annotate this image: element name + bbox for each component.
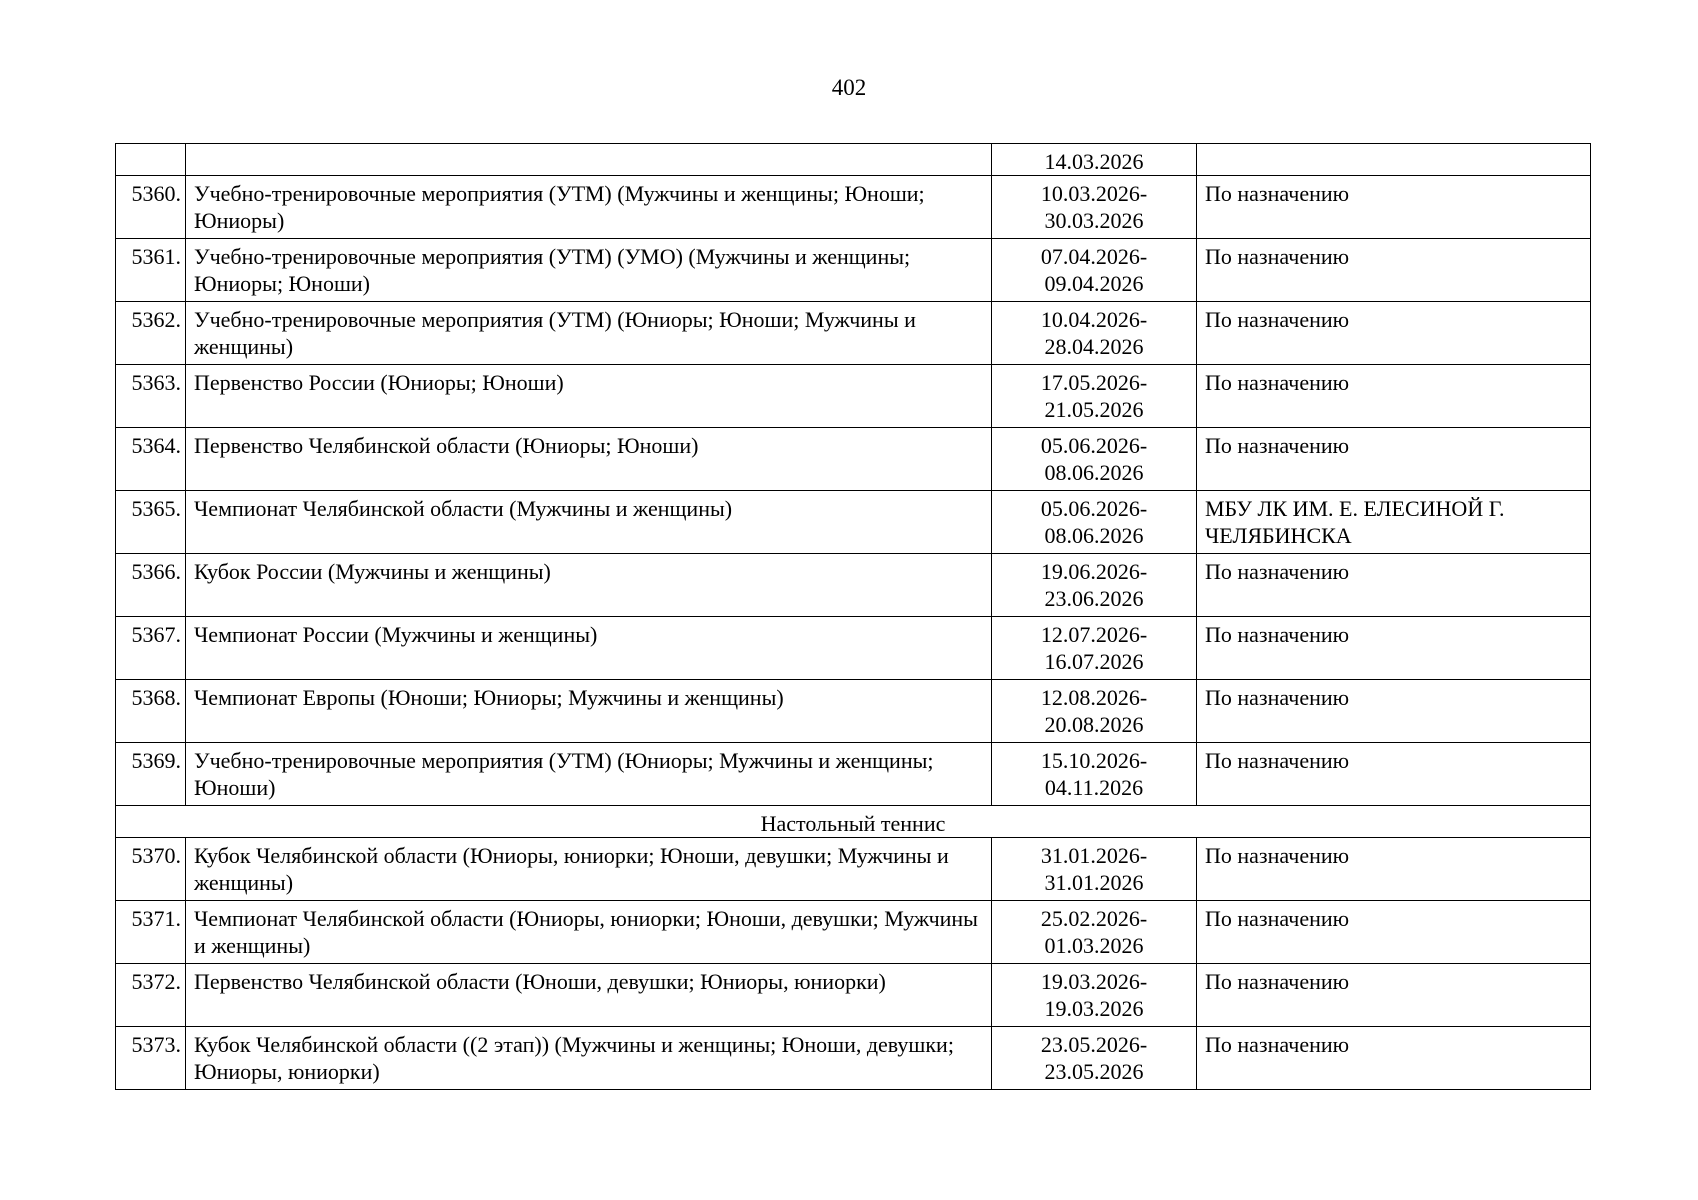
row-number: 5363. bbox=[116, 365, 186, 428]
event-name: Чемпионат Европы (Юноши; Юниоры; Мужчины и женщины) bbox=[186, 680, 992, 743]
event-place: По назначению bbox=[1197, 554, 1591, 617]
date-end: 30.03.2026 bbox=[1044, 208, 1144, 233]
event-date bbox=[992, 302, 1197, 365]
date-end: 28.04.2026 bbox=[1044, 334, 1144, 359]
table-row bbox=[116, 365, 1591, 428]
date-start: 17.05.2026- bbox=[1040, 370, 1148, 395]
date-start: 12.07.2026- bbox=[1040, 622, 1148, 647]
table-row bbox=[116, 554, 1591, 617]
event-date bbox=[992, 901, 1197, 964]
event-date bbox=[992, 365, 1197, 428]
row-number: 5365. bbox=[116, 491, 186, 554]
event-place: По назначению bbox=[1197, 901, 1591, 964]
event-date bbox=[992, 239, 1197, 302]
event-place: По назначению bbox=[1197, 365, 1591, 428]
row-number: 5372. bbox=[116, 964, 186, 1027]
page-number: 402 bbox=[831, 75, 867, 100]
date-end: 09.04.2026 bbox=[1044, 271, 1144, 296]
date-start: 23.05.2026- bbox=[1040, 1032, 1148, 1057]
table-row bbox=[116, 302, 1591, 365]
event-name: Учебно-тренировочные мероприятия (УТМ) (УМО) (Мужчины и женщины; Юниоры; Юноши) bbox=[186, 239, 992, 302]
date-end: 08.06.2026 bbox=[1044, 460, 1144, 485]
events-table bbox=[115, 143, 1591, 1090]
event-name: Учебно-тренировочные мероприятия (УТМ) (Юниоры; Мужчины и женщины; Юноши) bbox=[186, 743, 992, 806]
date-start: 05.06.2026- bbox=[1040, 496, 1148, 521]
event-place: По назначению bbox=[1197, 964, 1591, 1027]
date-end: 16.07.2026 bbox=[1044, 649, 1144, 674]
event-date bbox=[992, 680, 1197, 743]
table-row bbox=[116, 680, 1591, 743]
row-number: 5371. bbox=[116, 901, 186, 964]
date-end: 20.08.2026 bbox=[1044, 712, 1144, 737]
date-end: 01.03.2026 bbox=[1044, 933, 1144, 958]
table-row bbox=[116, 491, 1591, 554]
date-start: 12.08.2026- bbox=[1040, 685, 1148, 710]
row-number: 5361. bbox=[116, 239, 186, 302]
date-end: 23.06.2026 bbox=[1044, 586, 1144, 611]
date-end: 19.03.2026 bbox=[1044, 996, 1144, 1021]
event-name: Первенство России (Юниоры; Юноши) bbox=[186, 365, 992, 428]
row-number bbox=[116, 144, 186, 176]
row-number: 5369. bbox=[116, 743, 186, 806]
event-date bbox=[992, 176, 1197, 239]
event-date bbox=[992, 964, 1197, 1027]
event-name: Учебно-тренировочные мероприятия (УТМ) (Юниоры; Юноши; Мужчины и женщины) bbox=[186, 302, 992, 365]
event-place: По назначению bbox=[1197, 743, 1591, 806]
date-start: 19.06.2026- bbox=[1040, 559, 1148, 584]
table-row bbox=[116, 964, 1591, 1027]
continuation-row bbox=[116, 144, 1591, 176]
date-start: 05.06.2026- bbox=[1040, 433, 1148, 458]
event-date bbox=[992, 1027, 1197, 1090]
row-number: 5373. bbox=[116, 1027, 186, 1090]
row-number: 5368. bbox=[116, 680, 186, 743]
table-row bbox=[116, 901, 1591, 964]
date-start: 10.03.2026- bbox=[1040, 181, 1148, 206]
event-date: 14.03.2026 bbox=[992, 144, 1197, 176]
section-title: Настольный теннис bbox=[116, 806, 1591, 838]
table-row bbox=[116, 239, 1591, 302]
event-name: Учебно-тренировочные мероприятия (УТМ) (Мужчины и женщины; Юноши; Юниоры) bbox=[186, 176, 992, 239]
table-row bbox=[116, 838, 1591, 901]
table-row bbox=[116, 617, 1591, 680]
event-name: Первенство Челябинской области (Юноши, девушки; Юниоры, юниорки) bbox=[186, 964, 992, 1027]
event-place: По назначению bbox=[1197, 302, 1591, 365]
date-end: 23.05.2026 bbox=[1044, 1059, 1144, 1084]
row-number: 5370. bbox=[116, 838, 186, 901]
event-place: По назначению bbox=[1197, 838, 1591, 901]
date-start: 25.02.2026- bbox=[1040, 906, 1148, 931]
row-number: 5362. bbox=[116, 302, 186, 365]
table-row bbox=[116, 1027, 1591, 1090]
event-date bbox=[992, 743, 1197, 806]
event-name bbox=[186, 144, 992, 176]
section-header-row bbox=[116, 806, 1591, 838]
date-end: 31.01.2026 bbox=[1044, 870, 1144, 895]
event-name: Чемпионат Челябинской области (Мужчины и женщины) bbox=[186, 491, 992, 554]
event-place bbox=[1197, 144, 1591, 176]
event-place: По назначению bbox=[1197, 617, 1591, 680]
date-end: 21.05.2026 bbox=[1044, 397, 1144, 422]
event-name: Первенство Челябинской области (Юниоры; Юноши) bbox=[186, 428, 992, 491]
event-name: Чемпионат Челябинской области (Юниоры, юниорки; Юноши, девушки; Мужчины и женщины) bbox=[186, 901, 992, 964]
event-name: Кубок России (Мужчины и женщины) bbox=[186, 554, 992, 617]
event-place: По назначению bbox=[1197, 239, 1591, 302]
table-row bbox=[116, 176, 1591, 239]
date-start: 19.03.2026- bbox=[1040, 969, 1148, 994]
table-row bbox=[116, 428, 1591, 491]
event-place: По назначению bbox=[1197, 176, 1591, 239]
table-row bbox=[116, 743, 1591, 806]
event-place: По назначению bbox=[1197, 1027, 1591, 1090]
date-end: 08.06.2026 bbox=[1044, 523, 1144, 548]
event-place: МБУ ЛК ИМ. Е. ЕЛЕСИНОЙ Г. ЧЕЛЯБИНСКА bbox=[1197, 491, 1591, 554]
event-date bbox=[992, 554, 1197, 617]
event-name: Кубок Челябинской области (Юниоры, юниорки; Юноши, девушки; Мужчины и женщины) bbox=[186, 838, 992, 901]
date-end: 04.11.2026 bbox=[1044, 775, 1144, 800]
row-number: 5366. bbox=[116, 554, 186, 617]
row-number: 5364. bbox=[116, 428, 186, 491]
event-date bbox=[992, 428, 1197, 491]
date-start: 15.10.2026- bbox=[1040, 748, 1148, 773]
event-name: Кубок Челябинской области ((2 этап)) (Мужчины и женщины; Юноши, девушки; Юниоры, юниорки) bbox=[186, 1027, 992, 1090]
row-number: 5367. bbox=[116, 617, 186, 680]
date-start: 10.04.2026- bbox=[1040, 307, 1148, 332]
event-place: По назначению bbox=[1197, 428, 1591, 491]
row-number: 5360. bbox=[116, 176, 186, 239]
event-date bbox=[992, 617, 1197, 680]
event-date bbox=[992, 491, 1197, 554]
date-start: 31.01.2026- bbox=[1040, 843, 1148, 868]
date-start: 07.04.2026- bbox=[1040, 244, 1148, 269]
event-place: По назначению bbox=[1197, 680, 1591, 743]
event-date bbox=[992, 838, 1197, 901]
event-name: Чемпионат России (Мужчины и женщины) bbox=[186, 617, 992, 680]
